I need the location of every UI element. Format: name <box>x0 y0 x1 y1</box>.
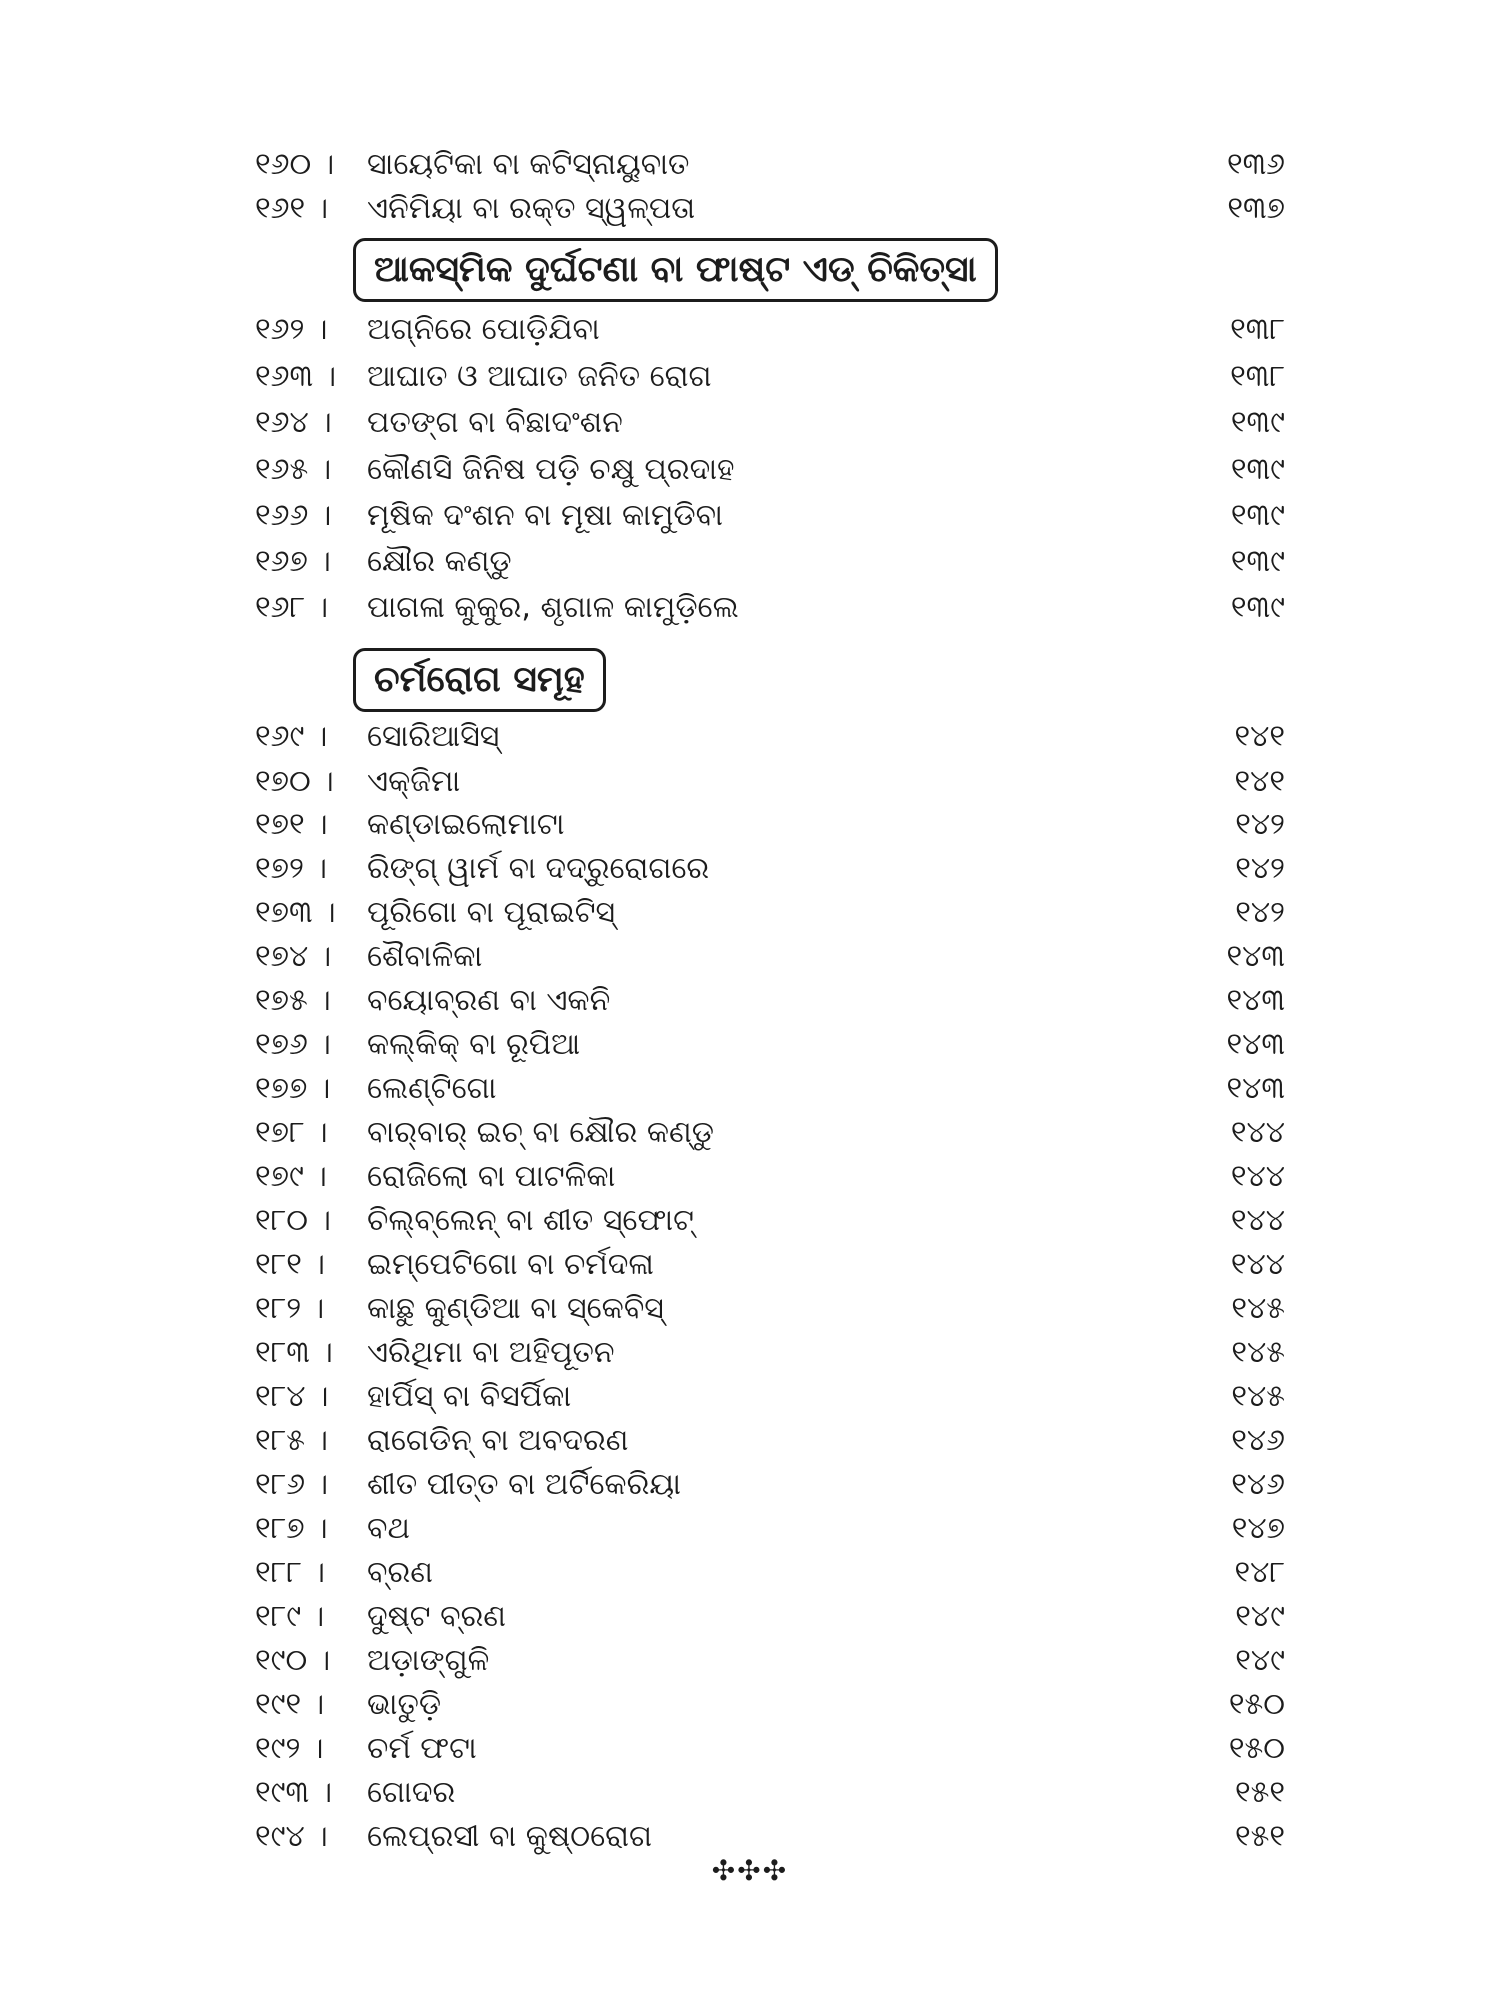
toc-entry <box>255 1375 1285 1419</box>
entry-title: ସୋରିଆସିସ୍ <box>367 719 500 754</box>
entry-number: ୧୭୪ । <box>255 939 332 974</box>
entry-page-number: ୧୪୩ <box>1226 983 1285 1018</box>
entry-page-number: ୧୪୮ <box>1234 1555 1285 1590</box>
entry-title: ଭାତୁଡ଼ି <box>367 1687 442 1722</box>
entry-page-number: ୧୪୬ <box>1231 1423 1285 1458</box>
entry-page-number: ୧୪୫ <box>1231 1291 1285 1326</box>
entry-number: ୧୬୦ । <box>255 147 335 182</box>
entry-page-number: ୧୪୨ <box>1235 807 1285 842</box>
entry-page-number: ୧୩୯ <box>1230 590 1285 625</box>
toc-entry <box>255 448 1285 492</box>
toc-entry <box>255 715 1285 759</box>
entry-title: ପାଗଳା କୁକୁର, ଶୃଗାଳ କାମୁଡ଼ିଲେ <box>367 590 739 625</box>
toc-entry <box>255 1243 1285 1287</box>
entry-page-number: ୧୪୩ <box>1226 1027 1285 1062</box>
toc-entry <box>255 935 1285 979</box>
entry-number: ୧୮୨ । <box>255 1291 325 1326</box>
entry-title: ଏନିମିୟା ବା ରକ୍ତ ସ୍ୱଳ୍ପତା <box>367 191 696 226</box>
entry-number: ୧୮୬ । <box>255 1467 329 1502</box>
entry-page-number: ୧୪୩ <box>1226 1071 1285 1106</box>
entry-page-number: ୧୪୧ <box>1234 764 1285 799</box>
toc-entry <box>255 979 1285 1023</box>
entry-title: କୌଣସି ଜିନିଷ ପଡ଼ି ଚକ୍ଷୁ ପ୍ରଦାହ <box>367 452 735 487</box>
toc-entry <box>255 1595 1285 1639</box>
entry-title: ରୋଜିଲୋ ବା ପାଟଳିକା <box>367 1159 616 1194</box>
entry-title: କାଛୁ କୁଣ୍ଡିଆ ବା ସ୍କେବିସ୍ <box>367 1291 664 1326</box>
entry-page-number: ୧୪୫ <box>1231 1335 1285 1370</box>
entry-number: ୧୭୫ । <box>255 983 331 1018</box>
entry-title: ଚିଲ୍‌ବ୍ଲେନ୍ ବା ଶୀତ ସ୍ଫୋଟ୍ <box>367 1203 694 1238</box>
entry-page-number: ୧୪୨ <box>1235 895 1285 930</box>
entry-page-number: ୧୫୧ <box>1235 1819 1285 1854</box>
entry-page-number: ୧୪୧ <box>1234 719 1285 754</box>
entry-page-number: ୧୩୯ <box>1230 452 1285 487</box>
end-ornament: ✣✣✣ <box>711 1854 789 1887</box>
entry-number: ୧୮୦ । <box>255 1203 332 1238</box>
toc-entry <box>255 1023 1285 1067</box>
toc-entry <box>255 1155 1285 1199</box>
entry-title: କ୍ଷୌର କଣ୍ଡୁ <box>367 544 512 579</box>
entry-page-number: ୧୩୬ <box>1226 147 1285 182</box>
toc-entry <box>255 1463 1285 1507</box>
entry-number: ୧୯୦ । <box>255 1643 331 1678</box>
toc-entry <box>255 891 1285 935</box>
entry-number: ୧୭୬ । <box>255 1027 331 1062</box>
entry-title: ରାଗେଡିନ୍ ବା ଅବଦରଣ <box>367 1423 629 1458</box>
entry-page-number: ୧୪୯ <box>1235 1643 1285 1678</box>
toc-entry <box>255 308 1285 352</box>
entry-page-number: ୧୩୮ <box>1230 312 1285 347</box>
entry-page-number: ୧୫୦ <box>1228 1731 1285 1766</box>
entry-number: ୧୬୨ । <box>255 312 328 347</box>
toc-entry <box>255 1815 1285 1859</box>
section-heading: ଆକସ୍ମିକ ଦୁର୍ଘଟଣା ବା ଫାଷ୍ଟ ଏଡ୍ ଚିକିତ୍ସା <box>353 238 998 302</box>
toc-entry <box>255 143 1285 187</box>
entry-title: ଦୁଷ୍ଟ ବ୍ରଣ <box>367 1599 506 1634</box>
toc-entry <box>255 187 1285 231</box>
entry-page-number: ୧୪୭ <box>1231 1511 1285 1546</box>
entry-page-number: ୧୩୯ <box>1230 544 1285 579</box>
toc-entry <box>255 1639 1285 1683</box>
entry-title: ବ୍ରଣ <box>367 1555 433 1590</box>
toc-entry <box>255 1771 1285 1815</box>
entry-title: ରିଙ୍ଗ୍ ୱାର୍ମ ବା ଦଦ୍ରୁରୋଗରେ <box>367 851 710 886</box>
entry-page-number: ୧୪୫ <box>1231 1379 1285 1414</box>
entry-page-number: ୧୩୯ <box>1230 498 1285 533</box>
entry-title: ଏରିଥିମା ବା ଅହିପୂତନ <box>367 1335 615 1370</box>
entry-page-number: ୧୪୨ <box>1235 851 1285 886</box>
entry-title: ବୟୋବ୍ରଣ ବା ଏକନି <box>367 983 611 1018</box>
entry-number: ୧୬୯ । <box>255 719 328 754</box>
entry-title: ଆଘାତ ଓ ଆଘାତ ଜନିତ ରୋଗ <box>367 359 712 394</box>
entry-title: ବଥ <box>367 1511 410 1546</box>
toc-entry <box>255 760 1285 804</box>
entry-number: ୧୮୩ । <box>255 1335 333 1370</box>
toc-entry <box>255 1111 1285 1155</box>
entry-page-number: ୧୩୯ <box>1230 405 1285 440</box>
toc-entry <box>255 1507 1285 1551</box>
entry-title: ଅଗ୍ନିରେ ପୋଡ଼ିଯିବା <box>367 312 600 347</box>
entry-number: ୧୭୧ । <box>255 807 328 842</box>
entry-title: ଲେପ୍ରସୀ ବା କୁଷ୍ଠରୋଗ <box>367 1819 653 1854</box>
entry-number: ୧୬୩ । <box>255 359 337 394</box>
entry-title: ଅଡ଼ାଙ୍ଗୁଳି <box>367 1643 490 1678</box>
entry-page-number: ୧୪୩ <box>1226 939 1285 974</box>
entry-title: ବାର୍‌ବାର୍ ଇଚ୍ ବା କ୍ଷୌର କଣ୍ଡୁ <box>367 1115 714 1150</box>
entry-title: ଶୈବାଳିକା <box>367 939 483 974</box>
entry-number: ୧୮୫ । <box>255 1423 329 1458</box>
entry-title: ଏକ୍‌ଜିମା <box>367 764 461 799</box>
toc-entry <box>255 1683 1285 1727</box>
entry-number: ୧୮୭ । <box>255 1511 328 1546</box>
toc-entry <box>255 1727 1285 1771</box>
entry-number: ୧୭୩ । <box>255 895 336 930</box>
toc-entry <box>255 1287 1285 1331</box>
entry-page-number: ୧୪୪ <box>1230 1247 1285 1282</box>
toc-entry <box>255 1419 1285 1463</box>
entry-page-number: ୧୫୧ <box>1235 1775 1285 1810</box>
toc-entry <box>255 494 1285 538</box>
entry-page-number: ୧୪୬ <box>1231 1467 1285 1502</box>
entry-number: ୧୬୭ । <box>255 544 331 579</box>
toc-entry <box>255 401 1285 445</box>
entry-page-number: ୧୪୪ <box>1230 1159 1285 1194</box>
entry-number: ୧୮୮ । <box>255 1555 325 1590</box>
toc-entry <box>255 355 1285 399</box>
entry-number: ୧୯୩ । <box>255 1775 333 1810</box>
entry-number: ୧୬୬ । <box>255 498 332 533</box>
entry-page-number: ୧୫୦ <box>1228 1687 1285 1722</box>
toc-entry <box>255 1331 1285 1375</box>
toc-entry <box>255 586 1285 630</box>
entry-title: ପୂରିଗୋ ବା ପୂରାଇଟିସ୍ <box>367 895 616 930</box>
entry-number: ୧୮୧ । <box>255 1247 325 1282</box>
entry-title: ପତଙ୍ଗ ବା ବିଛାଦଂଶନ <box>367 405 623 440</box>
section-heading: ଚର୍ମରୋଗ ସମୂହ <box>353 648 606 712</box>
toc-entry <box>255 847 1285 891</box>
entry-number: ୧୯୨ । <box>255 1731 324 1766</box>
entry-title: ସାୟେଟିକା ବା କଟିସ୍ନାୟୁବାତ <box>367 147 690 182</box>
entry-number: ୧୭୭ । <box>255 1071 331 1106</box>
entry-title: କଲ୍‌କିକ୍ ବା ରୂପିଆ <box>367 1027 581 1062</box>
toc-entry <box>255 540 1285 584</box>
toc-entry <box>255 1067 1285 1111</box>
entry-title: ମୂଷିକ ଦଂଶନ ବା ମୂଷା କାମୁଡିବା <box>367 498 723 533</box>
entry-page-number: ୧୩୭ <box>1227 191 1285 226</box>
entry-page-number: ୧୪୪ <box>1230 1115 1285 1150</box>
entry-title: ଚର୍ମ ଫଟା <box>367 1731 477 1766</box>
entry-number: ୧୮୯ । <box>255 1599 325 1634</box>
toc-entry <box>255 1199 1285 1243</box>
entry-title: ଇମ୍ପେଟିଗୋ ବା ଚର୍ମଦଳା <box>367 1247 654 1282</box>
entry-number: ୧୭୦ । <box>255 764 334 799</box>
entry-number: ୧୬୪ । <box>255 405 332 440</box>
entry-page-number: ୧୪୪ <box>1230 1203 1285 1238</box>
entry-number: ୧୭୨ । <box>255 851 327 886</box>
entry-number: ୧୬୫ । <box>255 452 332 487</box>
entry-number: ୧୮୪ । <box>255 1379 329 1414</box>
entry-number: ୧୯୪ । <box>255 1819 328 1854</box>
entry-number: ୧୯୧ । <box>255 1687 325 1722</box>
entry-title: ଶୀତ ପୀତ୍ତ ବା ଅର୍ଟିକେରିୟା <box>367 1467 681 1502</box>
entry-number: ୧୭୮ । <box>255 1115 328 1150</box>
entry-number: ୧୬୧ । <box>255 191 329 226</box>
entry-title: ଲେଣ୍ଟିଗୋ <box>367 1071 497 1106</box>
entry-title: କଣ୍ଡାଇଲୋମାଟା <box>367 807 565 842</box>
entry-number: ୧୬୮ । <box>255 590 329 625</box>
entry-page-number: ୧୪୯ <box>1235 1599 1285 1634</box>
toc-entry <box>255 803 1285 847</box>
entry-title: ହାର୍ପିସ୍ ବା ବିସର୍ପିକା <box>367 1379 572 1414</box>
entry-title: ଗୋଦର <box>367 1775 456 1810</box>
entry-number: ୧୭୯ । <box>255 1159 327 1194</box>
entry-page-number: ୧୩୮ <box>1230 359 1285 394</box>
toc-entry <box>255 1551 1285 1595</box>
